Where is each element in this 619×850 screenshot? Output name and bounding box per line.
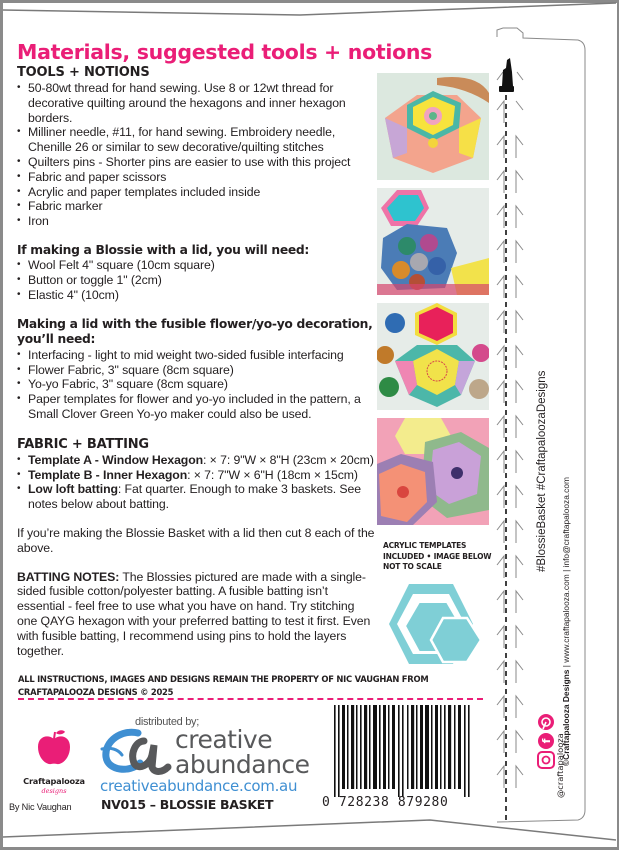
- tools-list: [17, 81, 377, 229]
- lid-list: [17, 258, 377, 302]
- list-item: • Milliner needle, #11, for hand sewing. Embroidery needle, Chenille 26 or similar to sew decorative/quilting stitches: [17, 125, 377, 155]
- distributor-logo: [100, 713, 330, 793]
- acrylic-templates-label: ACRYLIC TEMPLATES INCLUDED • IMAGE BELOW NOT TO SCALE: [383, 541, 492, 571]
- contact-info: ©Craftapalooza Designs | www.craftapalooza.com | info@craftapalooza.com: [561, 476, 571, 766]
- list-item: • 50-80wt thread for hand sewing. Use 8 or 12wt thread for decorative quilting around the hexagons and inner hexagon borders.: [17, 81, 377, 125]
- instagram-icon[interactable]: [538, 752, 554, 768]
- photo-fabric-hexagons: [377, 418, 489, 525]
- hashtags: #BlossieBasket #CraftapaloozaDesigns: [536, 370, 548, 572]
- brand-name: Craftapalooza: [23, 776, 85, 786]
- barcode-number: 0 728238 879280: [322, 795, 449, 810]
- photo-column: [377, 73, 489, 533]
- brand-sub: designs: [41, 787, 67, 795]
- facebook-icon[interactable]: [538, 733, 554, 749]
- list-item: • Paper templates for flower and yo-yo included in the pattern, a Small Clover Green Yo-yo maker could also be used.: [17, 392, 377, 422]
- distributor-name-line1: creative: [175, 725, 273, 754]
- craftapalooza-logo: [18, 727, 90, 795]
- list-item: • Low loft batting: Fat quarter. Enough to make 3 baskets. See notes below about batting.: [17, 482, 377, 512]
- social-handle: @craftapalooza: [555, 733, 565, 798]
- fabric-batting-heading: FABRIC + BATTING: [17, 436, 149, 452]
- photo-basket-open-threads: [377, 188, 489, 295]
- social-links: [534, 714, 568, 809]
- fusible-list: [17, 348, 377, 422]
- list-item: • Wool Felt 4" square (10cm square): [17, 258, 377, 273]
- pinterest-icon[interactable]: [538, 714, 554, 730]
- cut-line-divider: [18, 698, 483, 700]
- list-item: • Template A - Window Hexagon: × 7: 9"W × 8"H (23cm × 20cm): [17, 453, 377, 468]
- list-item: • Fabric and paper scissors: [17, 170, 377, 185]
- fusible-heading: Making a lid with the fusible flower/yo-yo decoration, you’ll need:: [17, 316, 373, 347]
- product-code: NV015 – BLOSSIE BASKET: [101, 797, 274, 812]
- list-item: • Template B - Inner Hexagon: × 7: 7"W × 6"H (18cm × 15cm): [17, 468, 377, 483]
- barcode: [330, 705, 475, 797]
- batting-notes: BATTING NOTES: The Blossies pictured are made with a single-sided fusible cotton/polyester batting. A fusible batting isn’t essential - feel free to use what you have on hand. Try stitching one QAYG hexagon with your preferred batting to test it first. Even with fusible batting, I recommend using pins to hold the layers together.: [17, 569, 371, 658]
- page-title: Materials, suggested tools + notions: [17, 40, 433, 64]
- list-item: • Elastic 4" (10cm): [17, 288, 377, 303]
- list-item: • Button or toggle 1" (2cm): [17, 273, 377, 288]
- distributor-url[interactable]: creativeabundance.com.au: [100, 777, 298, 795]
- list-item: • Iron: [17, 214, 377, 229]
- hexagon-templates-icon: [385, 580, 485, 672]
- photo-basket-yellow-lid: [377, 73, 489, 180]
- list-item: • Flower Fabric, 3" square (8cm square): [17, 363, 377, 378]
- author-credit: By Nic Vaughan: [9, 802, 72, 812]
- copyright-notice: ALL INSTRUCTIONS, IMAGES AND DESIGNS REMAIN THE PROPERTY OF NIC VAUGHAN FROM CRAFTAPALOOZA DESIGNS © 2025: [18, 674, 429, 697]
- distributor-name-line2: abundance: [175, 750, 310, 779]
- list-item: • Yo-yo Fabric, 3" square (8cm square): [17, 377, 377, 392]
- lid-heading: If making a Blossie with a lid, you will need:: [17, 242, 310, 257]
- list-item: • Acrylic and paper templates included inside: [17, 185, 377, 200]
- list-item: • Quilters pins - Shorter pins are easier to use with this project: [17, 155, 377, 170]
- ca-monogram-icon: [100, 727, 178, 779]
- materials-content: [17, 40, 433, 658]
- apple-logo-icon: [34, 727, 74, 767]
- svg-text:f: f: [540, 738, 553, 744]
- fabric-list: [17, 453, 377, 512]
- list-item: • Fabric marker: [17, 199, 377, 214]
- list-item: • Interfacing - light to mid weight two-sided fusible interfacing: [17, 348, 377, 363]
- photo-basket-red-yoyo: [377, 303, 489, 410]
- lid-cut-note: If you’re making the Blossie Basket with a lid then cut 8 each of the above.: [17, 526, 375, 555]
- distributed-by-label: distributed by;: [135, 716, 199, 728]
- tools-notions-heading: TOOLS + NOTIONS: [17, 65, 150, 80]
